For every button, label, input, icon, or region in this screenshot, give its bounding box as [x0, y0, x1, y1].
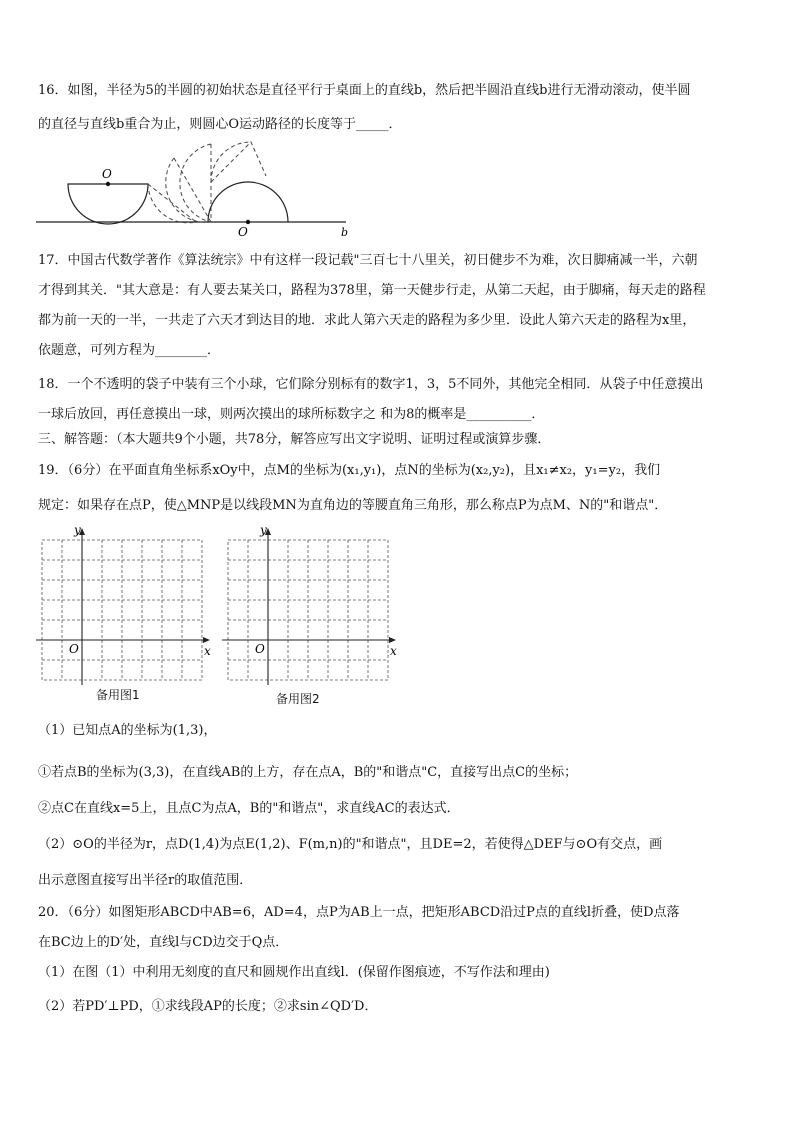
grid-figure-2 — [222, 522, 402, 687]
q16-label-b: b — [341, 226, 349, 239]
q19-part1a: ①若点B的坐标为(3,3)，在直线AB的上方，存在点A，B的"和谐点"C，直接写出点C的坐标； — [38, 765, 578, 780]
q17-line3: 都为前一天的一半，一共走了六天才到达目的地．求此人第六天走的路程为多少里．设此人第六天走的路程为x里， — [38, 313, 696, 328]
q18-line1: 18．一个不透明的袋子中装有三个小球，它们除分别标有的数字1，3，5不同外，其他完全相同．从袋子中任意摸出 — [38, 377, 704, 392]
q19-part1b: ②点C在直线x=5上，且点C为点A，B的"和谐点"，求直线AC的表达式． — [38, 801, 460, 816]
section3-heading: 三、解答题：（本大题共9个小题，共78分，解答应写出文字说明、证明过程或演算步骤． — [38, 432, 551, 447]
grid2-caption: 备用图2 — [276, 692, 320, 706]
grid1-origin: O — [69, 642, 79, 656]
grid2-origin: O — [255, 642, 265, 656]
grid2-x-label: x — [390, 644, 397, 658]
q16-label-o1: O — [102, 167, 112, 181]
q20-part1: （1）在图（1）中利用无刻度的直尺和圆规作出直线l．(保留作图痕迹，不写作法和理由) — [38, 965, 550, 980]
grid1-y-label: y — [74, 523, 81, 537]
q20-part2: （2）若PD′⊥PD，①求线段AP的长度；②求sin∠QD′D． — [38, 999, 378, 1014]
grid-figure-1 — [36, 522, 216, 687]
q17-line4: 依题意，可列方程为________． — [38, 343, 221, 358]
q20-line2: 在BC边上的D′处，直线l与CD边交于Q点． — [38, 935, 289, 950]
q19-part2-line1: （2）⊙O的半径为r，点D(1,4)为点E(1,2)、F(m,n)的"和谐点"，且DE=2，若使得△DEF与⊙O有交点，画 — [38, 837, 663, 852]
q16-line2: 的直径与直线b重合为止，则圆心O运动路径的长度等于_____． — [38, 117, 402, 132]
grid1-x-label: x — [204, 644, 211, 658]
q19-part1: （1）已知点A的坐标为(1,3)， — [38, 723, 217, 738]
q16-figure — [36, 148, 366, 239]
q16-line1: 16．如图，半径为5的半圆的初始状态是直径平行于桌面上的直线b，然后把半圆沿直线b进行无滑动滚动，使半圆 — [38, 83, 691, 98]
grid2-y-label: y — [260, 523, 267, 537]
q20-line1: 20．（6分）如图矩形ABCD中AB=6，AD=4，点P为AB上一点，把矩形ABCD沿过P点的直线l折叠，使D点落 — [38, 905, 680, 920]
q18-line2: 一球后放回，再任意摸出一球，则两次摸出的球所标数字之 和为8的概率是__________． — [38, 407, 545, 422]
q19-part2-line2: 出示意图直接写出半径r的取值范围． — [38, 873, 253, 888]
grid1-caption: 备用图1 — [96, 688, 140, 702]
q16-label-o2: O — [238, 225, 248, 239]
q19-line2: 规定：如果存在点P，使△MNP是以线段MN为直角边的等腰直角三角形，那么称点P为点M、N的"和谐点"． — [38, 498, 668, 513]
q19-line1: 19．（6分）在平面直角坐标系xOy中，点M的坐标为(x₁,y₁)，点N的坐标为(x₂,y₂)，且x₁≠x₂，y₁=y₂，我们 — [38, 463, 661, 478]
q17-line2: 才得到其关．"其大意是：有人要去某关口，路程为378里，第一天健步行走，从第二天起，由于脚痛，每天走的路程 — [38, 283, 706, 298]
q17-line1: 17．中国古代数学著作《算法统宗》中有这样一段记载"三百七十八里关，初日健步不为难，次日脚痛减一半，六朝 — [38, 253, 698, 268]
